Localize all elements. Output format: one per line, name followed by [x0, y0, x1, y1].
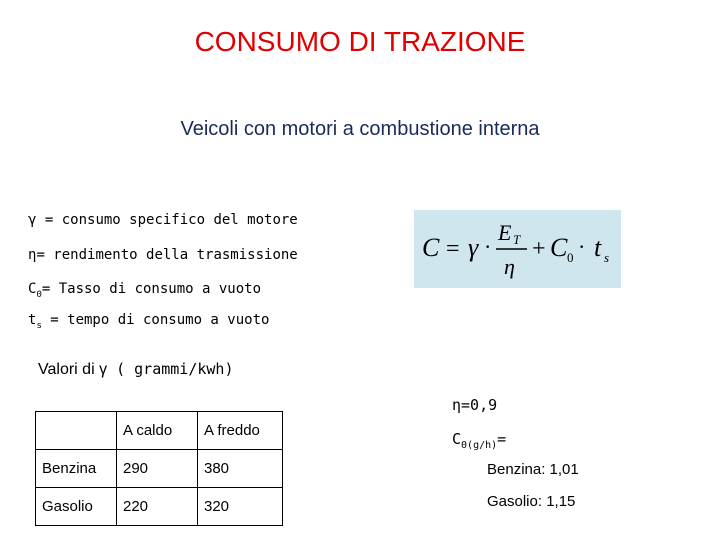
- c0-label: [452, 430, 506, 451]
- table-row: [36, 488, 283, 526]
- table-cell: 320: [198, 488, 283, 526]
- c0-label-sub: 0(g/h): [461, 440, 498, 451]
- valori-prefix: Valori di: [38, 361, 100, 378]
- consumption-formula: [414, 210, 621, 288]
- formula-dot-2: ·: [578, 234, 586, 259]
- ts-text: = tempo di consumo a vuoto: [41, 312, 270, 328]
- table-header-cell: [36, 412, 117, 450]
- table-cell: Gasolio: [36, 488, 117, 526]
- table-cell: Benzina: [36, 450, 117, 488]
- formula-c0: C: [550, 233, 568, 262]
- c0-subscript: 0: [36, 289, 42, 300]
- c0-text: = Tasso di consumo a vuoto: [41, 281, 262, 297]
- definition-eta: [28, 247, 298, 263]
- formula-box: [414, 210, 621, 288]
- formula-t-sub: s: [604, 250, 610, 265]
- table-cell: 290: [117, 450, 198, 488]
- ts-subscript: s: [36, 320, 42, 331]
- c0-label-main: C: [452, 430, 462, 448]
- formula-numerator-sub: T: [513, 232, 521, 247]
- formula-numerator: E: [498, 220, 512, 245]
- formula-dot-1: ·: [484, 234, 492, 259]
- table-cell: 380: [198, 450, 283, 488]
- valori-unit: ( grammi/kwh): [107, 360, 234, 378]
- c0-symbol: C: [28, 281, 37, 297]
- table-row: [36, 450, 283, 488]
- formula-denominator: η: [504, 254, 515, 279]
- table-header-row: [36, 412, 283, 450]
- definition-c0: [28, 281, 261, 300]
- page-title: CONSUMO DI TRAZIONE: [194, 26, 526, 57]
- formula-plus: +: [532, 236, 546, 262]
- eta-text: = rendimento della trasmissione: [36, 247, 298, 263]
- ts-symbol: t: [28, 312, 37, 328]
- table-header-cell: A caldo: [117, 412, 198, 450]
- gasolio-c0-value: Gasolio: 1,15: [487, 493, 576, 510]
- valori-heading: [38, 360, 234, 379]
- valori-symbol: γ: [99, 361, 108, 378]
- table-cell: 220: [117, 488, 198, 526]
- page-subtitle: Veicoli con motori a combustione interna: [180, 118, 540, 140]
- eta-value: η=0,9: [452, 396, 498, 414]
- eta-symbol: η: [28, 247, 37, 263]
- formula-c0-sub: 0: [567, 250, 574, 265]
- definition-ts: [28, 312, 269, 331]
- formula-gamma: γ: [468, 233, 479, 262]
- benzina-c0-value: Benzina: 1,01: [487, 461, 579, 478]
- formula-t: t: [594, 233, 602, 262]
- gamma-text: = consumo specifico del motore: [36, 212, 298, 228]
- c0-label-suffix: =: [497, 430, 507, 448]
- formula-equals: =: [446, 236, 460, 262]
- consumption-table: [35, 411, 283, 526]
- definition-gamma: [28, 212, 298, 228]
- formula-lhs: C: [422, 233, 440, 262]
- table-header-cell: A freddo: [198, 412, 283, 450]
- gamma-symbol: γ: [28, 212, 37, 228]
